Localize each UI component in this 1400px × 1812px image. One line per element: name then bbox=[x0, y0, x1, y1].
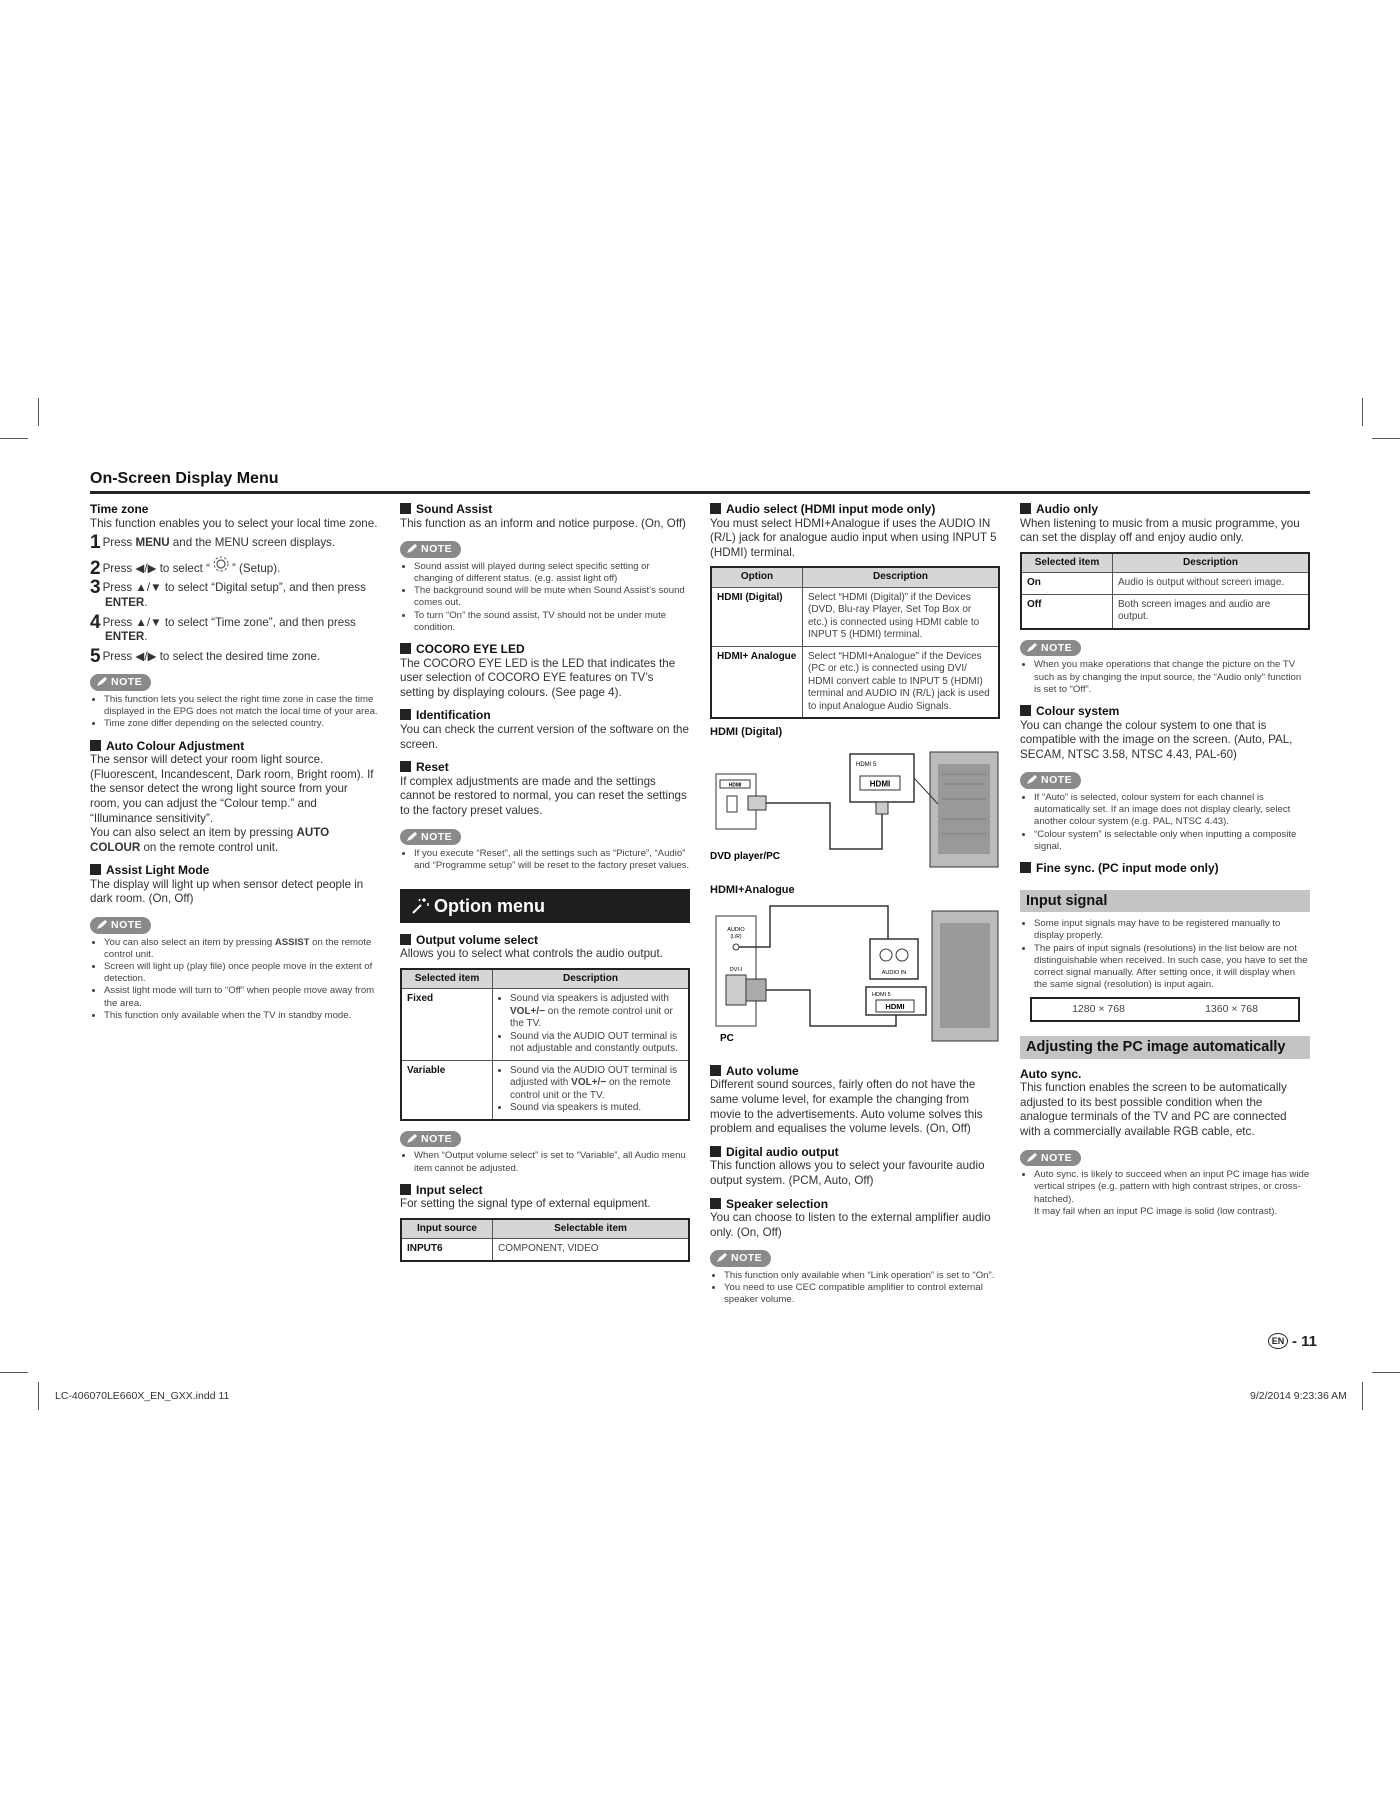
adjust-pc-band: Adjusting the PC image automatically bbox=[1020, 1036, 1310, 1059]
page-number: EN - 11 bbox=[1268, 1333, 1317, 1350]
hdmi-analogue-diagram bbox=[710, 901, 1000, 1051]
footer-file: LC-406070LE660X_EN_GXX.indd 11 bbox=[55, 1390, 230, 1402]
crop-mark bbox=[1372, 438, 1400, 439]
output-volume-notes: • When “Output volume select” is set to “Variable”, all Audio menu item cannot be adjusted. bbox=[400, 1150, 690, 1174]
speaker-desc: You can choose to listen to the external amplifier audio only. (On, Off) bbox=[710, 1211, 991, 1239]
square-bullet-icon bbox=[90, 740, 101, 751]
square-bullet-icon bbox=[710, 1198, 721, 1209]
hdmi-digital-diagram bbox=[710, 744, 1000, 874]
digital-audio-heading: Digital audio output bbox=[710, 1145, 1000, 1160]
table-row: HDMI+ Analogue Select “HDMI+Analogue” if the Devices (PC or etc.) is connected using DVI/ HDMI convert cable to INPUT 5 (HDMI) terminal and AUDIO IN (R/L) jack is used to input Analogue Audio Signals. bbox=[711, 646, 999, 718]
option-menu-band: Option menu bbox=[400, 889, 690, 923]
audio-select-table: Option Description HDMI (Digital) Select “HDMI (Digital)” if the Devices (DVD, Blu-ray Player, Set Top Box or etc.) is connected using HDMI cable to INPUT 5 (HDMI) terminal. HDMI+ Analogue Select “HDMI+Analogue” if the Devices (PC or etc.) is connected using DVI/ HDMI convert cable to INPUT 5 (HDMI) terminal and AUDIO IN (R/L) jack is used to input Analogue Audio Signals. bbox=[710, 566, 1000, 719]
square-bullet-icon bbox=[710, 1146, 721, 1157]
auto-sync-notes: • Auto sync. is likely to succeed when an input PC image has wide vertical stripes (e.g. pattern with high contrast stripes, or cross-hatched). It may fail when an input PC image is solid (low contrast). bbox=[1020, 1169, 1310, 1218]
auto-colour-heading: Auto Colour Adjustment bbox=[90, 739, 380, 754]
svg-text:HDMI: HDMI bbox=[885, 1002, 905, 1012]
step-4: 4 Press ▲/▼ to select “Time zone”, and then press ENTER. bbox=[90, 611, 356, 644]
square-bullet-icon bbox=[400, 503, 411, 514]
speaker-notes: • This function only available when “Link operation” is set to “On”. • You need to use CEC compatible amplifier to control external speaker volume. bbox=[710, 1270, 1000, 1307]
column-4 bbox=[1020, 502, 1310, 1218]
sound-assist-desc: This function as an inform and notice purpose. (On, Off) bbox=[400, 516, 686, 530]
square-bullet-icon bbox=[1020, 503, 1031, 514]
table-row: INPUT6 COMPONENT, VIDEO bbox=[401, 1239, 689, 1261]
timezone-notes: • This function lets you select the right time zone in case the time displayed in the EPG does not match the local time of your area. • Time zone differ depending on the selected country. bbox=[90, 694, 380, 731]
pencil-icon bbox=[1026, 1153, 1038, 1163]
identification-heading: Identification bbox=[400, 708, 690, 723]
pencil-icon bbox=[406, 544, 418, 554]
table-row: Off Both screen images and audio are output. bbox=[1021, 594, 1309, 629]
square-bullet-icon bbox=[90, 864, 101, 875]
input-signal-notes: • Some input signals may have to be registered manually to display properly. • The pairs of input signals (resolutions) in the list below are not distinguishable when received. In such case, you have to set the correct signal manually. After setting once, it will display when the same signal (resolution) is input again. bbox=[1020, 918, 1310, 991]
step-1: 1 Press MENU and the MENU screen displays. bbox=[90, 532, 336, 554]
crop-mark bbox=[38, 1382, 39, 1410]
input-select-desc: For setting the signal type of external equipment. bbox=[400, 1197, 651, 1211]
resolution-pair bbox=[1030, 997, 1300, 1022]
note-badge: NOTE bbox=[710, 1250, 771, 1267]
timezone-desc: This function enables you to select your local time zone. bbox=[90, 516, 378, 530]
identification-desc: You can check the current version of the software on the screen. bbox=[400, 722, 689, 751]
audio-select-heading: Audio select (HDMI input mode only) bbox=[710, 502, 1000, 517]
note-badge: NOTE bbox=[400, 541, 461, 558]
svg-text:AUDIO: AUDIO bbox=[727, 927, 745, 934]
pencil-icon bbox=[406, 832, 418, 842]
svg-text:HDMI 5: HDMI 5 bbox=[856, 761, 877, 768]
square-bullet-icon bbox=[710, 503, 721, 514]
square-bullet-icon bbox=[1020, 705, 1031, 716]
timezone-heading: Time zone bbox=[90, 502, 149, 516]
auto-colour-desc: The sensor will detect your room light source. (Fluorescent, Incandescent, Dark room, Bright room). If the sensor detect the wrong light source from your room, you can adjust the “Colour temp.” and “Illuminance sensitivity”. bbox=[90, 753, 374, 825]
input-select-table: Input source Selectable item INPUT6 COMPONENT, VIDEO bbox=[400, 1218, 690, 1262]
cocoro-heading: COCORO EYE LED bbox=[400, 642, 690, 657]
note-badge: NOTE bbox=[1020, 640, 1081, 657]
reset-notes: • If you execute “Reset”, all the settings such as “Picture”, “Audio” and “Programme setup” will be reset to the factory preset values. bbox=[400, 848, 690, 872]
cocoro-desc: The COCORO EYE LED is the LED that indicates the user selection of COCORO EYE features on TV’s setting by displaying colours. (See page 4). bbox=[400, 656, 676, 699]
column-1 bbox=[90, 502, 380, 1022]
colour-system-desc: You can change the colour system to one that is compatible with the image on the screen. (Auto, PAL, SECAM, NTSC 3.58, NTSC 4.43, PAL-60) bbox=[1020, 718, 1293, 761]
auto-volume-desc: Different sound sources, fairly often do not have the same volume level, for example the changing from movie to the advertisements. Auto volume solves this problem and equalises the volume levels. (On, Off) bbox=[710, 1078, 983, 1136]
note-badge: NOTE bbox=[400, 1131, 461, 1148]
table-row: Fixed • Sound via speakers is adjusted with VOL+/− on the remote control unit or the TV. • Sound via the AUDIO OUT terminal is not adjustable and constantly outputs. bbox=[401, 989, 689, 1061]
auto-volume-heading: Auto volume bbox=[710, 1064, 1000, 1079]
pencil-icon bbox=[96, 677, 108, 687]
pencil-icon bbox=[1026, 775, 1038, 785]
square-bullet-icon bbox=[400, 709, 411, 720]
square-bullet-icon bbox=[1020, 862, 1031, 873]
auto-sync-heading: Auto sync. bbox=[1020, 1066, 1082, 1081]
square-bullet-icon bbox=[710, 1065, 721, 1076]
audio-only-desc: When listening to music from a music programme, you can set the display off and enjoy audio only. bbox=[1020, 516, 1300, 545]
note-badge: NOTE bbox=[1020, 1150, 1081, 1167]
table-row: Variable • Sound via the AUDIO OUT terminal is adjusted with VOL+/− on the remote control unit or the TV. • Sound via speakers is muted. bbox=[401, 1060, 689, 1120]
svg-text:DVI-I: DVI-I bbox=[729, 967, 743, 974]
language-badge: EN bbox=[1268, 1333, 1288, 1349]
gear-icon bbox=[210, 562, 232, 575]
crop-mark bbox=[1372, 1372, 1400, 1373]
svg-text:(L/R): (L/R) bbox=[730, 934, 742, 941]
fine-sync-heading: Fine sync. (PC input mode only) bbox=[1020, 861, 1310, 876]
crop-mark bbox=[38, 398, 39, 426]
auto-sync-desc: This function enables the screen to be automatically adjusted to its best possible condition when the analogue terminals of the TV and PC are connected with a commercially available RGB cable, etc. bbox=[1020, 1081, 1287, 1138]
pencil-icon bbox=[406, 1134, 418, 1144]
crop-mark bbox=[0, 1372, 28, 1373]
auto-colour-desc2: You can also select an item by pressing AUTO COLOUR on the remote control unit. bbox=[90, 826, 330, 854]
note-badge: NOTE bbox=[90, 917, 151, 934]
square-bullet-icon bbox=[400, 1184, 411, 1195]
output-volume-heading: Output volume select bbox=[400, 933, 690, 948]
assist-light-heading: Assist Light Mode bbox=[90, 863, 380, 878]
crop-mark bbox=[0, 438, 28, 439]
diagram1-title: HDMI (Digital) bbox=[710, 726, 783, 739]
column-3 bbox=[710, 502, 1000, 1306]
sound-assist-notes: • Sound assist will played during select specific setting or changing of different status. (e.g. assist light off) • The background sound will be mute when Sound Assist’s sound comes out. • To turn “On” the sound assist, TV should not be under mute condition. bbox=[400, 561, 690, 634]
footer-datetime: 9/2/2014 9:23:36 AM bbox=[1250, 1390, 1347, 1402]
resolution-1: 1280 × 768 bbox=[1072, 1003, 1125, 1016]
reset-heading: Reset bbox=[400, 760, 690, 775]
note-badge: NOTE bbox=[90, 674, 151, 691]
crop-mark bbox=[1362, 398, 1363, 426]
speaker-heading: Speaker selection bbox=[710, 1197, 1000, 1212]
colour-system-notes: • If “Auto” is selected, colour system for each channel is automatically set. If an image does not display clearly, select another colour system (e.g. PAL, NTSC 4.43). • “Colour system” is selectable only when inputting a composite signal. bbox=[1020, 792, 1310, 853]
svg-text:HDMI: HDMI bbox=[728, 782, 742, 789]
assist-light-desc: The display will light up when sensor detect people in dark room. (On, Off) bbox=[90, 877, 364, 906]
resolution-2: 1360 × 768 bbox=[1205, 1003, 1258, 1016]
crop-mark bbox=[1362, 1382, 1363, 1410]
title-rule bbox=[90, 491, 1310, 494]
step-3: 3 Press ▲/▼ to select “Digital setup”, and then press ENTER. bbox=[90, 577, 366, 609]
square-bullet-icon bbox=[400, 761, 411, 772]
table-row: HDMI (Digital) Select “HDMI (Digital)” if the Devices (DVD, Blu-ray Player, Set Top Box or etc.) is connected using HDMI cable to INPUT 5 (HDMI) terminal. bbox=[711, 587, 999, 646]
colour-system-heading: Colour system bbox=[1020, 704, 1310, 719]
step-2: 2 Press ◀/▶ to select “ ” (Setup). bbox=[90, 557, 281, 579]
note-badge: NOTE bbox=[400, 829, 461, 846]
audio-select-desc: You must select HDMI+Analogue if uses the AUDIO IN (R/L) jack for analogue audio input when using INPUT 5 (HDMI) terminal. bbox=[710, 516, 997, 559]
page-title: On-Screen Display Menu bbox=[90, 470, 279, 487]
output-volume-table: Selected item Description Fixed • Sound via speakers is adjusted with VOL+/− on the remote control unit or the TV. • Sound via the AUDIO OUT terminal is not adjustable and constantly outputs. Variable • Sound via the AUDIO OUT terminal is adjusted with VOL+/− on the remote control unit or the TV. • Sound via speakers is muted. bbox=[400, 968, 690, 1121]
pencil-icon bbox=[96, 920, 108, 930]
input-signal-band: Input signal bbox=[1020, 890, 1310, 913]
digital-audio-desc: This function allows you to select your favourite audio output system. (PCM, Auto, Off) bbox=[710, 1159, 985, 1187]
audio-only-notes: • When you make operations that change the picture on the TV such as by changing the input source, the “Audio only” function is set to “Off”. bbox=[1020, 659, 1310, 696]
svg-text:AUDIO IN: AUDIO IN bbox=[881, 970, 907, 977]
reset-desc: If complex adjustments are made and the settings cannot be restored to normal, you can reset the settings to the factory preset values. bbox=[400, 774, 687, 817]
audio-only-table: Selected item Description On Audio is output without screen image. Off Both screen images and audio are output. bbox=[1020, 552, 1310, 630]
input-select-heading: Input select bbox=[400, 1183, 690, 1198]
note-badge: NOTE bbox=[1020, 772, 1081, 789]
square-bullet-icon bbox=[400, 643, 411, 654]
table-row: On Audio is output without screen image. bbox=[1021, 573, 1309, 595]
magic-wand-icon bbox=[410, 897, 430, 915]
svg-text:HDMI: HDMI bbox=[869, 779, 891, 789]
column-2 bbox=[400, 502, 690, 1262]
audio-only-heading: Audio only bbox=[1020, 502, 1310, 517]
pencil-icon bbox=[716, 1253, 728, 1263]
step-5: 5 Press ◀/▶ to select the desired time zone. bbox=[90, 645, 321, 667]
square-bullet-icon bbox=[400, 934, 411, 945]
svg-text:HDMI 5: HDMI 5 bbox=[872, 992, 891, 999]
assist-light-notes: • You can also select an item by pressing ASSIST on the remote control unit. • Screen will light up (play file) once people move in the extent of detection. • Assist light mode will turn to “Off” when people move away from the area. • This function only available when the TV in standby mode. bbox=[90, 937, 380, 1022]
diagram2-title: HDMI+Analogue bbox=[710, 883, 795, 896]
pencil-icon bbox=[1026, 643, 1038, 653]
output-volume-desc: Allows you to select what controls the audio output. bbox=[400, 947, 663, 961]
diagram2-device-label: PC bbox=[720, 1033, 734, 1045]
sound-assist-heading: Sound Assist bbox=[400, 502, 690, 517]
diagram1-device-label: DVD player/PC bbox=[710, 850, 781, 862]
